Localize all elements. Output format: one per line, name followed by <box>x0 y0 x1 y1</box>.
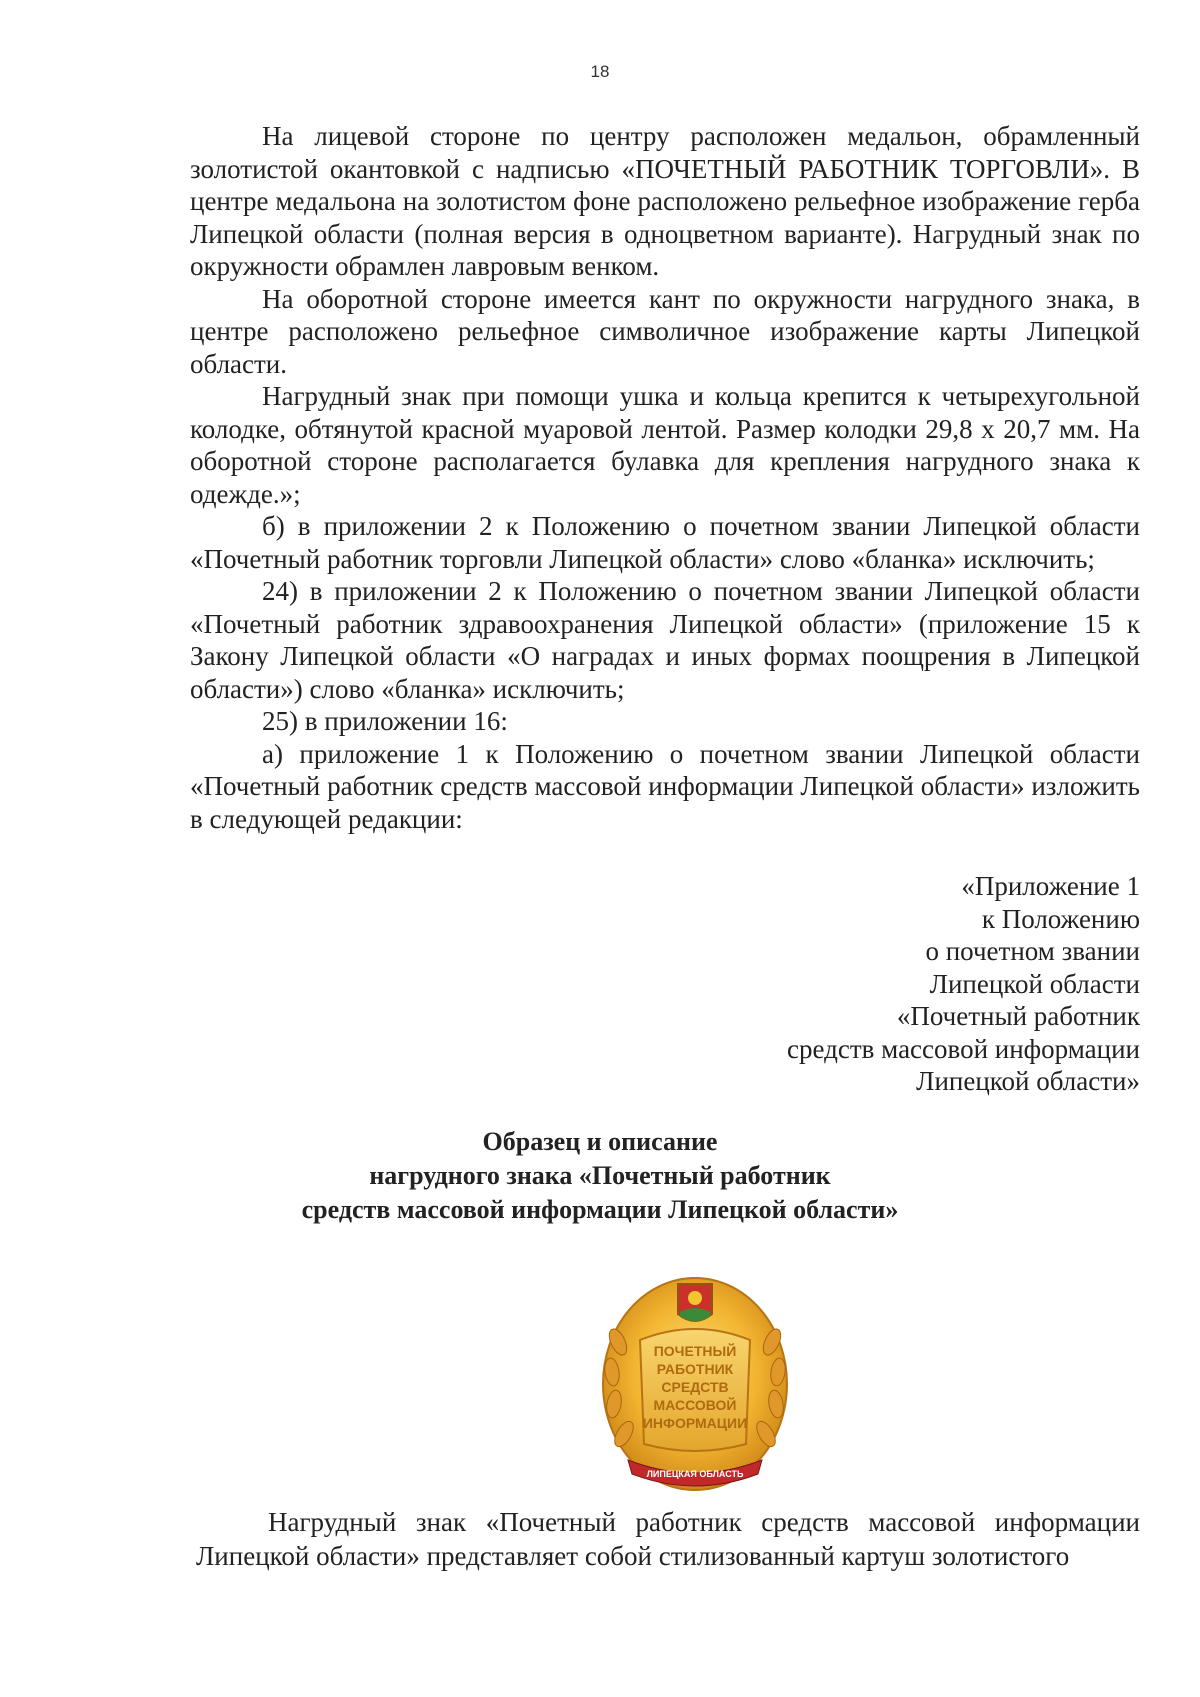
heading-line: нагрудного знака «Почетный работник <box>369 1161 831 1190</box>
paragraph-reverse: На оборотной стороне имеется кант по окружности нагрудного знака, в центре расположено рельефное символичное изображение карты Липецкой области. <box>190 283 1140 379</box>
document-body <box>190 120 1140 835</box>
paragraph-item-25: 25) в приложении 16: <box>262 706 508 736</box>
appendix-line: к Положению <box>981 903 1140 934</box>
medal-text-line: СРЕДСТВ <box>661 1379 729 1395</box>
heading-line: средств массовой информации Липецкой области» <box>301 1195 899 1224</box>
heading-line: Образец и описание <box>482 1127 718 1156</box>
coat-of-arms-icon <box>678 1284 712 1321</box>
paragraph-attachment: Нагрудный знак при помощи ушка и кольца крепится к четырехугольной колодке, обтянутой красной муаровой лентой. Размер колодки 29,8 х 20,7 мм. На оборотной стороне располагается булавка для крепления нагрудного знака к одежде.»; <box>190 381 1140 509</box>
appendix-line: Липецкой области <box>929 968 1140 999</box>
page-number: 18 <box>590 62 610 81</box>
paragraph-badge-description: Нагрудный знак «Почетный работник средств массовой информации Липецкой области» представляет собой стилизованный картуш золотистого <box>196 1507 1140 1571</box>
badge-image <box>600 1272 790 1498</box>
medal-text-line: РАБОТНИК <box>656 1361 734 1377</box>
appendix-line: «Приложение 1 <box>961 871 1140 901</box>
paragraph-item-24: 24) в приложении 2 к Положению о почетном звании Липецкой области «Почетный работник здравоохранения Липецкой области» (приложение 15 к Закону Липецкой области «О наградах и иных формах поощрения в Липецкой области») слово «бланка» исключить; <box>190 576 1140 704</box>
appendix-line: Липецкой области» <box>916 1066 1140 1096</box>
appendix-line: средств массовой информации <box>787 1033 1140 1064</box>
appendix-reference <box>787 870 1140 1098</box>
medal-text-line: ИНФОРМАЦИИ <box>642 1415 748 1431</box>
appendix-line: «Почетный работник <box>896 1001 1140 1031</box>
appendix-line: о почетном звании <box>925 936 1140 966</box>
paragraph-item-a: а) приложение 1 к Положению о почетном звании Липецкой области «Почетный работник средств массовой информации Липецкой области» изложить в следующей редакции: <box>190 738 1140 834</box>
bottom-paragraph-block <box>196 1505 1140 1573</box>
paragraph-obverse: На лицевой стороне по центру расположен медальон, обрамленный золотистой окантовкой с надписью «ПОЧЕТНЫЙ РАБОТНИК ТОРГОВЛИ». В центре медальона на золотистом фоне расположено рельефное изображение герба Липецкой области (полная версия в одноцветном варианте). Нагрудный знак по окружности обрамлен лавровым венком. <box>190 121 1140 281</box>
medal-text-line: ПОЧЕТНЫЙ <box>653 1343 737 1359</box>
paragraph-item-b: б) в приложении 2 к Положению о почетном звании Липецкой области «Почетный работник торговли Липецкой области» слово «бланка» исключить; <box>190 511 1140 574</box>
medal-text-line: МАССОВОЙ <box>653 1397 737 1413</box>
section-heading <box>0 1125 1200 1227</box>
ribbon-text: ЛИПЕЦКАЯ ОБЛАСТЬ <box>646 1469 744 1479</box>
